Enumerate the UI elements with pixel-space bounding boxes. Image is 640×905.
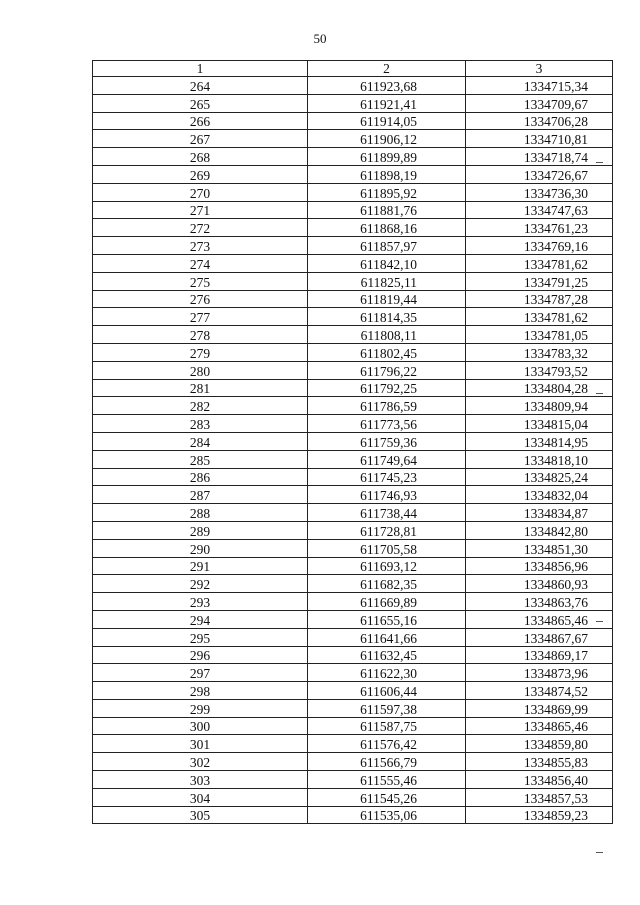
x-coordinate-cell: 611802,45	[308, 343, 466, 361]
x-coordinate-cell: 611728,81	[308, 521, 466, 539]
table-row	[93, 699, 613, 717]
y-coordinate-cell: 1334857,53	[466, 788, 613, 806]
table-row	[93, 539, 613, 557]
x-coordinate-cell: 611606,44	[308, 682, 466, 700]
point-number-cell: 302	[93, 753, 308, 771]
point-number-cell: 296	[93, 646, 308, 664]
point-number-cell: 288	[93, 504, 308, 522]
y-coordinate-cell: 1334709,67	[466, 94, 613, 112]
y-coordinate-cell: 1334855,83	[466, 753, 613, 771]
x-coordinate-cell: 611682,35	[308, 575, 466, 593]
table-row	[93, 610, 613, 628]
y-coordinate-cell: 1334865,46	[466, 610, 613, 628]
y-coordinate-cell: 1334791,25	[466, 272, 613, 290]
table-row	[93, 788, 613, 806]
point-number-cell: 287	[93, 486, 308, 504]
coordinates-table	[92, 60, 613, 824]
x-coordinate-cell: 611545,26	[308, 788, 466, 806]
point-number-cell: 280	[93, 361, 308, 379]
point-number-cell: 276	[93, 290, 308, 308]
point-number-cell: 304	[93, 788, 308, 806]
y-coordinate-cell: 1334781,62	[466, 254, 613, 272]
table-row	[93, 415, 613, 433]
x-coordinate-cell: 611738,44	[308, 504, 466, 522]
y-coordinate-cell: 1334726,67	[466, 165, 613, 183]
point-number-cell: 272	[93, 219, 308, 237]
table-row	[93, 219, 613, 237]
y-coordinate-cell: 1334736,30	[466, 183, 613, 201]
table-row	[93, 326, 613, 344]
table-row	[93, 521, 613, 539]
table-row	[93, 254, 613, 272]
x-coordinate-cell: 611857,97	[308, 237, 466, 255]
point-number-cell: 292	[93, 575, 308, 593]
x-coordinate-cell: 611899,89	[308, 148, 466, 166]
scan-mark	[596, 162, 603, 163]
point-number-cell: 305	[93, 806, 308, 824]
x-coordinate-cell: 611914,05	[308, 112, 466, 130]
point-number-cell: 275	[93, 272, 308, 290]
table-row	[93, 593, 613, 611]
point-number-cell: 286	[93, 468, 308, 486]
y-coordinate-cell: 1334710,81	[466, 130, 613, 148]
x-coordinate-cell: 611825,11	[308, 272, 466, 290]
table-row	[93, 557, 613, 575]
y-coordinate-cell: 1334809,94	[466, 397, 613, 415]
table-row	[93, 237, 613, 255]
y-coordinate-cell: 1334781,05	[466, 326, 613, 344]
x-coordinate-cell: 611535,06	[308, 806, 466, 824]
y-coordinate-cell: 1334856,40	[466, 771, 613, 789]
x-coordinate-cell: 611693,12	[308, 557, 466, 575]
x-coordinate-cell: 611792,25	[308, 379, 466, 397]
x-coordinate-cell: 611669,89	[308, 593, 466, 611]
y-coordinate-cell: 1334851,30	[466, 539, 613, 557]
y-coordinate-cell: 1334804,28	[466, 379, 613, 397]
x-coordinate-cell: 611655,16	[308, 610, 466, 628]
page-number: 50	[313, 31, 327, 46]
point-number-cell: 269	[93, 165, 308, 183]
x-coordinate-cell: 611597,38	[308, 699, 466, 717]
table-row	[93, 806, 613, 824]
table-row	[93, 94, 613, 112]
table-row	[93, 450, 613, 468]
point-number-cell: 294	[93, 610, 308, 628]
point-number-cell: 291	[93, 557, 308, 575]
x-coordinate-cell: 611921,41	[308, 94, 466, 112]
point-number-cell: 300	[93, 717, 308, 735]
table-row	[93, 753, 613, 771]
y-coordinate-cell: 1334867,67	[466, 628, 613, 646]
table-row	[93, 628, 613, 646]
y-coordinate-cell: 1334832,04	[466, 486, 613, 504]
x-coordinate-cell: 611842,10	[308, 254, 466, 272]
x-coordinate-cell: 611622,30	[308, 664, 466, 682]
x-coordinate-cell: 611759,36	[308, 432, 466, 450]
table-row	[93, 165, 613, 183]
x-coordinate-cell: 611808,11	[308, 326, 466, 344]
table-row	[93, 575, 613, 593]
table-row	[93, 468, 613, 486]
x-coordinate-cell: 611632,45	[308, 646, 466, 664]
y-coordinate-cell: 1334825,24	[466, 468, 613, 486]
table-header-row	[93, 61, 613, 77]
point-number-cell: 283	[93, 415, 308, 433]
x-coordinate-cell: 611745,23	[308, 468, 466, 486]
point-number-cell: 284	[93, 432, 308, 450]
y-coordinate-cell: 1334787,28	[466, 290, 613, 308]
y-coordinate-cell: 1334865,46	[466, 717, 613, 735]
point-number-cell: 298	[93, 682, 308, 700]
column-header-point-number: 1	[93, 61, 308, 77]
table-row	[93, 486, 613, 504]
y-coordinate-cell: 1334869,17	[466, 646, 613, 664]
x-coordinate-cell: 611868,16	[308, 219, 466, 237]
point-number-cell: 295	[93, 628, 308, 646]
table-row	[93, 397, 613, 415]
table-row	[93, 343, 613, 361]
table-row	[93, 771, 613, 789]
point-number-cell: 301	[93, 735, 308, 753]
y-coordinate-cell: 1334769,16	[466, 237, 613, 255]
x-coordinate-cell: 611587,75	[308, 717, 466, 735]
y-coordinate-cell: 1334873,96	[466, 664, 613, 682]
table-row	[93, 148, 613, 166]
point-number-cell: 268	[93, 148, 308, 166]
table-body	[93, 77, 613, 824]
table-row	[93, 646, 613, 664]
y-coordinate-cell: 1334869,99	[466, 699, 613, 717]
x-coordinate-cell: 611881,76	[308, 201, 466, 219]
point-number-cell: 265	[93, 94, 308, 112]
column-header-x: 2	[308, 61, 466, 77]
y-coordinate-cell: 1334815,04	[466, 415, 613, 433]
point-number-cell: 293	[93, 593, 308, 611]
x-coordinate-cell: 611749,64	[308, 450, 466, 468]
scan-mark	[596, 621, 603, 622]
table-row	[93, 77, 613, 95]
point-number-cell: 290	[93, 539, 308, 557]
column-header-y: 3	[466, 61, 613, 77]
table-row	[93, 272, 613, 290]
point-number-cell: 278	[93, 326, 308, 344]
table-row	[93, 717, 613, 735]
x-coordinate-cell: 611796,22	[308, 361, 466, 379]
point-number-cell: 264	[93, 77, 308, 95]
point-number-cell: 303	[93, 771, 308, 789]
table-row	[93, 682, 613, 700]
point-number-cell: 281	[93, 379, 308, 397]
point-number-cell: 271	[93, 201, 308, 219]
point-number-cell: 274	[93, 254, 308, 272]
x-coordinate-cell: 611814,35	[308, 308, 466, 326]
x-coordinate-cell: 611898,19	[308, 165, 466, 183]
table-row	[93, 664, 613, 682]
y-coordinate-cell: 1334761,23	[466, 219, 613, 237]
table-row	[93, 379, 613, 397]
table-row	[93, 432, 613, 450]
y-coordinate-cell: 1334863,76	[466, 593, 613, 611]
point-number-cell: 279	[93, 343, 308, 361]
x-coordinate-cell: 611773,56	[308, 415, 466, 433]
y-coordinate-cell: 1334860,93	[466, 575, 613, 593]
table-row	[93, 290, 613, 308]
scan-mark	[596, 852, 603, 853]
y-coordinate-cell: 1334747,63	[466, 201, 613, 219]
table-row	[93, 112, 613, 130]
point-number-cell: 297	[93, 664, 308, 682]
table-row	[93, 183, 613, 201]
table-row	[93, 735, 613, 753]
y-coordinate-cell: 1334715,34	[466, 77, 613, 95]
y-coordinate-cell: 1334834,87	[466, 504, 613, 522]
table-row	[93, 504, 613, 522]
y-coordinate-cell: 1334718,74	[466, 148, 613, 166]
x-coordinate-cell: 611641,66	[308, 628, 466, 646]
x-coordinate-cell: 611906,12	[308, 130, 466, 148]
x-coordinate-cell: 611895,92	[308, 183, 466, 201]
point-number-cell: 299	[93, 699, 308, 717]
table-row	[93, 130, 613, 148]
point-number-cell: 282	[93, 397, 308, 415]
x-coordinate-cell: 611819,44	[308, 290, 466, 308]
y-coordinate-cell: 1334856,96	[466, 557, 613, 575]
y-coordinate-cell: 1334706,28	[466, 112, 613, 130]
x-coordinate-cell: 611746,93	[308, 486, 466, 504]
x-coordinate-cell: 611923,68	[308, 77, 466, 95]
y-coordinate-cell: 1334783,32	[466, 343, 613, 361]
point-number-cell: 266	[93, 112, 308, 130]
point-number-cell: 289	[93, 521, 308, 539]
y-coordinate-cell: 1334842,80	[466, 521, 613, 539]
point-number-cell: 270	[93, 183, 308, 201]
x-coordinate-cell: 611705,58	[308, 539, 466, 557]
x-coordinate-cell: 611786,59	[308, 397, 466, 415]
table-row	[93, 361, 613, 379]
y-coordinate-cell: 1334874,52	[466, 682, 613, 700]
y-coordinate-cell: 1334818,10	[466, 450, 613, 468]
x-coordinate-cell: 611555,46	[308, 771, 466, 789]
table-row	[93, 308, 613, 326]
table-row	[93, 201, 613, 219]
point-number-cell: 277	[93, 308, 308, 326]
scan-mark	[596, 393, 603, 394]
y-coordinate-cell: 1334793,52	[466, 361, 613, 379]
point-number-cell: 273	[93, 237, 308, 255]
point-number-cell: 285	[93, 450, 308, 468]
y-coordinate-cell: 1334859,80	[466, 735, 613, 753]
y-coordinate-cell: 1334781,62	[466, 308, 613, 326]
y-coordinate-cell: 1334859,23	[466, 806, 613, 824]
point-number-cell: 267	[93, 130, 308, 148]
x-coordinate-cell: 611576,42	[308, 735, 466, 753]
y-coordinate-cell: 1334814,95	[466, 432, 613, 450]
x-coordinate-cell: 611566,79	[308, 753, 466, 771]
